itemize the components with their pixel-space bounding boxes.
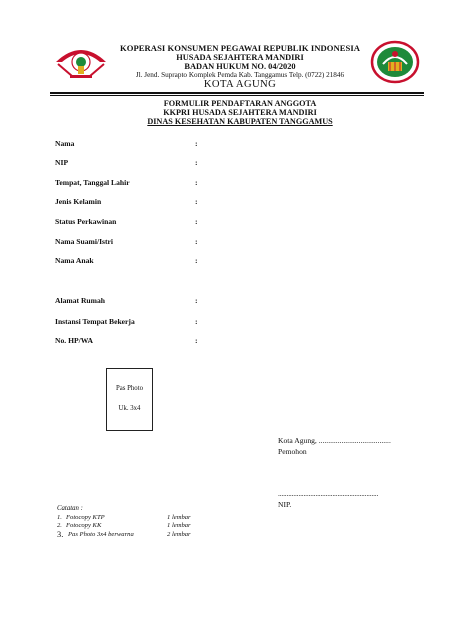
note-item: Fotocopy KK [66,522,102,529]
note-item: Fotocopy KTP [66,514,105,521]
field-label: NIP [55,158,69,167]
field-children-name[interactable] [55,256,225,267]
field-label: Nama [55,139,75,148]
field-label: Tempat, Tanggal Lahir [55,178,130,187]
field-spouse-name[interactable] [55,237,225,248]
field-label: Nama Anak [55,256,94,265]
field-phone[interactable] [55,336,225,347]
note-quantity: 1 lembar [167,514,191,521]
field-label: Alamat Rumah [55,296,105,305]
form-title: FORMULIR PENDAFTARAN ANGGOTA [163,99,317,108]
field-colon: : [195,237,198,246]
field-label: No. HP/WA [55,336,93,345]
note-number: 2. [57,522,62,529]
field-colon: : [195,256,198,265]
field-nama[interactable] [55,139,225,150]
field-label: Nama Suami/Istri [55,237,114,246]
notes-title: Catatan : [57,505,83,512]
note-quantity: 2 lembar [167,531,191,538]
signature-line: ........................................................... [278,489,379,498]
cooperative-address: Jl. Jend. Suprapto Komplek Pemda Kab. Tanggamus Telp. (0722) 21846 [135,71,345,79]
field-label: Jenis Kelamin [55,197,102,206]
signature-nip: NIP. [278,500,292,509]
letterhead-rule-thin [50,95,424,96]
form-department: DINAS KESEHATAN KABUPATEN TANGGAMUS [147,117,333,126]
cooperative-subname: HUSADA SEJAHTERA MANDIRI [176,53,304,62]
field-marital-status[interactable] [55,217,225,228]
field-colon: : [195,139,198,148]
photo-size: Uk. 3x4 [118,405,141,412]
field-label: Status Perkawinan [55,217,117,226]
photo-placeholder [106,368,153,431]
field-colon: : [195,296,198,305]
field-birth-place-date[interactable] [55,178,225,189]
letterhead-rule [50,92,424,94]
signature-role: Pemohon [278,447,307,456]
field-nip[interactable] [55,158,225,169]
field-colon: : [195,178,198,187]
note-item: Pas Photo 3x4 berwarna [68,531,134,538]
note-number: 1. [57,514,62,521]
photo-label: Pas Photo [115,385,143,392]
koperasi-emblem-icon [370,40,420,84]
kpri-emblem-icon [52,42,110,80]
field-colon: : [195,158,198,167]
field-home-address[interactable] [55,296,225,307]
note-number: 3. [57,530,64,539]
field-workplace[interactable] [55,317,225,328]
cooperative-city: KOTA AGUNG [203,79,277,90]
field-colon: : [195,317,198,326]
field-colon: : [195,336,198,345]
field-colon: : [195,217,198,226]
field-colon: : [195,197,198,206]
legal-entity-number: BADAN HUKUM NO. 04/2020 [184,62,296,71]
field-gender[interactable] [55,197,225,208]
note-quantity: 1 lembar [167,522,191,529]
field-label: Instansi Tempat Bekerja [55,317,135,326]
cooperative-name: KOPERASI KONSUMEN PEGAWAI REPUBLIK INDONESIA [120,43,360,53]
signature-place-date: Kota Agung, ...................................... [278,436,391,445]
form-subtitle: KKPRI HUSADA SEJAHTERA MANDIRI [163,108,317,117]
